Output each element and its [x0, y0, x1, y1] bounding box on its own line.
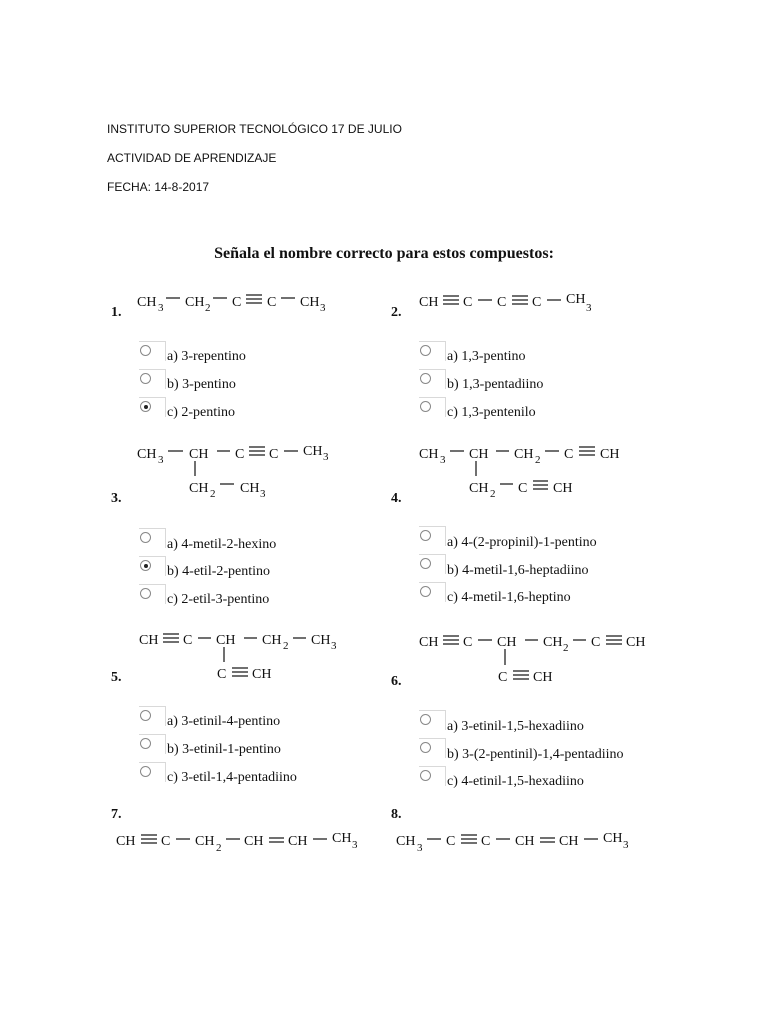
worksheet-title: Señala el nombre correcto para estos compuestos: [214, 245, 554, 262]
atom-label: CH [566, 292, 586, 307]
atom-label: C [183, 633, 193, 648]
subscript: 3 [352, 839, 358, 851]
formula-2 [419, 292, 592, 314]
atom-label: CH [244, 834, 264, 849]
subscript: 3 [586, 302, 592, 314]
atom-label: C [497, 295, 507, 310]
atom-label: CH [139, 633, 159, 648]
atom-label: C [446, 834, 456, 849]
subscript: 3 [158, 302, 164, 314]
atom-label: CH [543, 635, 563, 650]
option-label-q3-c: c) 2-etil-3-pentino [167, 592, 270, 607]
subscript: 2 [283, 640, 289, 652]
subscript: 3 [331, 640, 337, 652]
atom-label: CH [262, 633, 282, 648]
question-number-8: 8. [391, 807, 402, 822]
subscript: 3 [440, 454, 446, 466]
formula-7 [116, 831, 358, 854]
atom-label: CH [469, 447, 489, 462]
atom-label: CH [137, 295, 157, 310]
option-label-q6-c: c) 4-etinil-1,5-hexadiino [447, 774, 584, 789]
atom-label: C [235, 447, 245, 462]
subscript: 2 [490, 488, 496, 500]
option-label-q2-c: c) 1,3-pentenilo [447, 405, 536, 420]
atom-label: CH [515, 834, 535, 849]
question-number-6: 6. [391, 674, 402, 689]
atom-label: CH [303, 444, 323, 459]
atom-label: CH [116, 834, 136, 849]
formula-6 [419, 635, 645, 685]
atom-label: CH [288, 834, 308, 849]
option-label-q3-b: b) 4-etil-2-pentino [167, 564, 271, 579]
atom-label: CH [419, 295, 439, 310]
atom-label: C [564, 447, 574, 462]
atom-label: CH [189, 481, 209, 496]
subscript: 3 [417, 842, 423, 854]
question-number-1: 1. [111, 305, 122, 320]
question-number-2: 2. [391, 305, 402, 320]
atom-label: C [591, 635, 601, 650]
atom-label: CH [626, 635, 646, 650]
option-label-q5-a: a) 3-etinil-4-pentino [167, 714, 281, 729]
option-label-q4-b: b) 4-metil-1,6-heptadiino [447, 563, 589, 578]
atom-label: C [232, 295, 242, 310]
formula-3 [137, 444, 329, 500]
subscript: 3 [320, 302, 326, 314]
subscript: 2 [563, 642, 569, 654]
question-number-7: 7. [111, 807, 122, 822]
subscript: 3 [623, 839, 629, 851]
atom-label: CH [252, 667, 272, 682]
option-label-q1-b: b) 3-pentino [167, 377, 236, 392]
atom-label: C [498, 670, 508, 685]
atom-label: C [269, 447, 279, 462]
subscript: 2 [210, 488, 216, 500]
institute-name: INSTITUTO SUPERIOR TECNOLÓGICO 17 DE JULIO [107, 122, 402, 136]
atom-label: CH [189, 447, 209, 462]
subscript: 3 [323, 451, 329, 463]
atom-label: C [161, 834, 171, 849]
atom-label: CH [396, 834, 416, 849]
formula-1 [137, 295, 326, 314]
formula-5 [139, 633, 337, 682]
question-number-3: 3. [111, 491, 122, 506]
subscript: 2 [205, 302, 211, 314]
atom-label: C [518, 481, 528, 496]
atom-label: CH [559, 834, 579, 849]
atom-label: C [481, 834, 491, 849]
atom-label: CH [533, 670, 553, 685]
atom-label: C [463, 635, 473, 650]
atom-label: CH [469, 481, 489, 496]
subscript: 3 [260, 488, 266, 500]
atom-label: CH [311, 633, 331, 648]
atom-label: CH [300, 295, 320, 310]
option-label-q4-a: a) 4-(2-propinil)-1-pentino [447, 535, 597, 550]
question-number-5: 5. [111, 670, 122, 685]
atom-label: CH [603, 831, 623, 846]
subscript: 2 [535, 454, 541, 466]
subscript: 3 [158, 454, 164, 466]
atom-label: CH [216, 633, 236, 648]
option-label-q4-c: c) 4-metil-1,6-heptino [447, 590, 571, 605]
atom-label: CH [497, 635, 517, 650]
atom-label: CH [419, 635, 439, 650]
atom-label: CH [553, 481, 573, 496]
atom-label: C [217, 667, 227, 682]
formula-4 [419, 447, 619, 500]
date-line: FECHA: 14-8-2017 [107, 180, 210, 194]
atom-label: CH [195, 834, 215, 849]
option-label-q5-b: b) 3-etinil-1-pentino [167, 742, 281, 757]
option-label-q2-a: a) 1,3-pentino [447, 349, 526, 364]
atom-label: CH [600, 447, 620, 462]
atom-label: CH [332, 831, 352, 846]
atom-label: CH [137, 447, 157, 462]
option-label-q1-c: c) 2-pentino [167, 405, 236, 420]
option-label-q1-a: a) 3-repentino [167, 349, 246, 364]
option-label-q3-a: a) 4-metil-2-hexino [167, 537, 277, 552]
activity-title: ACTIVIDAD DE APRENDIZAJE [107, 151, 277, 165]
option-label-q6-b: b) 3-(2-pentinil)-1,4-pentadiino [447, 747, 624, 762]
formula-8 [396, 831, 629, 854]
atom-label: C [532, 295, 542, 310]
atom-label: C [267, 295, 277, 310]
option-label-q6-a: a) 3-etinil-1,5-hexadiino [447, 719, 584, 734]
atom-label: C [463, 295, 473, 310]
atom-label: CH [185, 295, 205, 310]
subscript: 2 [216, 842, 222, 854]
option-label-q2-b: b) 1,3-pentadiino [447, 377, 544, 392]
option-label-q5-c: c) 3-etil-1,4-pentadiino [167, 770, 297, 785]
atom-label: CH [514, 447, 534, 462]
atom-label: CH [240, 481, 260, 496]
question-number-4: 4. [391, 491, 402, 506]
atom-label: CH [419, 447, 439, 462]
